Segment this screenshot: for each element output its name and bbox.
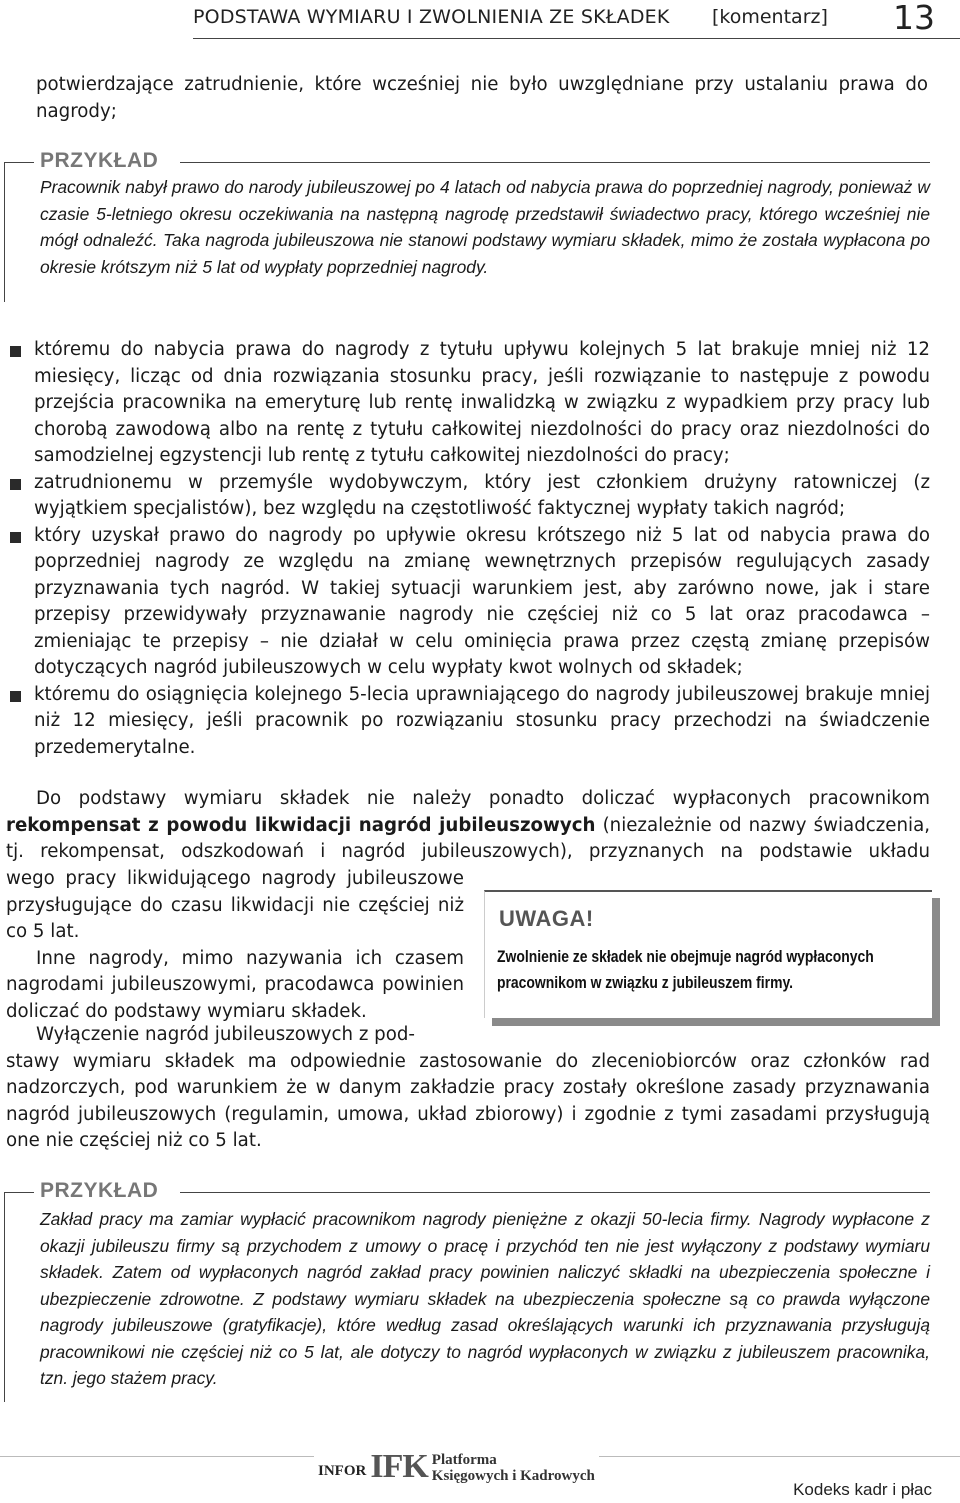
page-footer <box>0 1440 960 1503</box>
page-number: 13 <box>893 0 935 37</box>
header-rule <box>193 38 960 39</box>
paragraph-continuation: wego pracy likwidującego nagrody jubileuszowe przysługujące do czasu likwidacji nie częściej niż co 5 lat. <box>6 868 464 942</box>
warning-title: UWAGA! <box>499 906 594 931</box>
left-column <box>6 866 464 1025</box>
list-item <box>10 337 930 470</box>
list-item-text: który uzyskał prawo do nagrody po upływie okresu krótszego niż 5 lat od nabycia prawa do poprzedniej nagrody ze względu na zmianę wewnętrznych przepisów regulujących zasady przyznawania tych nagród. W takiej sytuacji warunkiem jest, aby zarówno nowe, jak i stare przepisy przewidywały przyznawanie nagrody nie częściej niż co 5 lat oraz pracodawca – zmieniając te przepisy – nie działał w celu ominięcia prawa przez częstą zmianę przepisów dotyczących nagród jubileuszowych w celu wypłaty kwot wolnych od składek; <box>34 524 930 678</box>
paragraph-inne-nagrody: Inne nagrody, mimo nazywania ich czasem nagrodami jubileuszowymi, pracodawca powinien doliczać do podstawy wymiaru składek. <box>6 947 464 1022</box>
paragraph-bold: rekompensat z powodu likwidacji nagród jubileuszowych <box>6 814 596 836</box>
logo-ifk: IFK <box>370 1448 428 1485</box>
example-box-2 <box>0 1178 930 1418</box>
warning-box <box>484 890 932 1018</box>
example-rule <box>180 1192 930 1193</box>
list-item-text: któremu do osiągnięcia kolejnego 5-lecia uprawniającego do nagrody jubileuszowej brakuje mniej niż 12 miesięcy, jeśli pracownik po rozwiązaniu stosunku pracy przechodzi na świadczenie przedemerytalne. <box>34 683 930 758</box>
example-rule <box>180 162 930 163</box>
example-bracket <box>4 162 34 302</box>
example-label: PRZYKŁAD <box>40 149 159 172</box>
bullet-list <box>10 337 930 761</box>
paragraph-rekompensaty <box>6 786 930 866</box>
list-item-text: któremu do nabycia prawa do nagrody z tytułu upływu kolejnych 5 lat brakuje mniej niż 12 miesięcy, licząc od dnia rozwiązania stosunku pracy, jeśli rozwiązanie to następuje z powodu przejścia pracownika na emeryturę lub rentę inwalidzką w związku z wypadkiem przy pracy lub chorobą zawodową albo na rentę z tytułu całkowitej niezdolności do pracy oraz niezdolności do samodzielnej egzystencji lub rentę z tytułu całkowitej niezdolności do pracy; <box>34 339 930 466</box>
logo-line-2: Księgowych i Kadrowych <box>431 1468 595 1484</box>
example-text: Pracownik nabył prawo do narody jubileuszowej po 4 latach od nabycia prawa do poprzedniej nagrody, ponieważ w czasie 5-letniego okresu oczekiwania na następną nagrodę przedstawił świadectwo pracy, którego wcześniej nie mógł odnaleźć. Taka nagroda jubileuszowa nie stanowi podstawy wymiaru składek, mimo że została wypłacona po okresie krótszym niż 5 lat od wypłaty poprzedniej nagrody. <box>40 177 930 277</box>
logo-infor: INFOR <box>318 1463 367 1479</box>
list-item <box>10 470 930 523</box>
running-title: PODSTAWA WYMIARU I ZWOLNIENIA ZE SKŁADEK <box>193 6 670 28</box>
example-label: PRZYKŁAD <box>40 1179 159 1202</box>
warning-text: Zwolnienie ze składek nie obejmuje nagród wypłaconych pracownikom w związku z jubileuszem firmy. <box>497 948 874 992</box>
list-item <box>10 523 930 682</box>
page-header <box>0 0 960 42</box>
paragraph-tail: (niezależnie od nazwy świadczenia, tj. rekompensat, odszkodowań i nagród jubileuszowych), przyznanych na podstawie układu <box>6 814 930 862</box>
section-tag: [komentarz] <box>712 6 828 28</box>
bullet-square-icon <box>10 346 21 357</box>
logo-line-1: Platforma <box>431 1452 497 1468</box>
example-box-1 <box>0 148 930 308</box>
intro-text: potwierdzające zatrudnienie, które wcześniej nie było uwzględniane przy ustalaniu prawa do nagrody; <box>36 74 928 122</box>
paragraph-wylaczenie <box>6 1022 930 1155</box>
list-item-text: zatrudnionemu w przemyśle wydobywczym, który jest członkiem drużyny ratowniczej (z wyjątkiem specjalistów), bez względu na częstotliwość faktycznej wypłaty takich nagród; <box>34 471 930 519</box>
ifk-logo <box>314 1444 599 1484</box>
logo-platform <box>432 1452 595 1484</box>
bullet-square-icon <box>10 532 21 543</box>
bullet-square-icon <box>10 691 21 702</box>
example-bracket <box>4 1192 34 1402</box>
paragraph-first-line: Wyłączenie nagród jubileuszowych z pod- <box>36 1024 415 1045</box>
example-text: Zakład pracy ma zamiar wypłacić pracownikom nagrody pieniężne z okazji 50-lecia firmy. Nagrody wypłacone z okazji jubileuszu firmy są przychodem z umowy o pracę i przychód ten nie jest wyłączony z podstawy wymiaru składek. Zatem od wypłaconych nagród zakład pracy powinien naliczyć składki na ubezpieczenia społeczne i ubezpieczenie zdrowotne. Z podstawy wymiaru składek na ubezpieczenia społeczne są co prawda wyłączone nagrody jubileuszowe (gratyfikacje), które według zasad określających warunki ich przyznawania przysługują pracownikowi nie częściej niż co 5 lat, ale dotyczy to nagród wypłaconych w związku z jubileuszem pracownika, tzn. jego stażem pracy. <box>40 1209 930 1388</box>
bullet-square-icon <box>10 479 21 490</box>
list-item <box>10 682 930 762</box>
paragraph-lead: Do podstawy wymiaru składek nie należy ponadto doliczać wypłaconych pracownikom <box>36 788 930 809</box>
paragraph-body: stawy wymiaru składek ma odpowiednie zastosowanie do zleceniobiorców oraz członków rad nadzorczych, pod warunkiem że w danym zakładzie pracy zostały określone zasady przyznawania nagród jubileuszowych (regulamin, umowa, układ zbiorowy) i zgodnie z tymi zasadami przysługują one nie częściej niż co 5 lat. <box>6 1050 930 1151</box>
publication-name: Kodeks kadr i płac <box>793 1480 932 1499</box>
